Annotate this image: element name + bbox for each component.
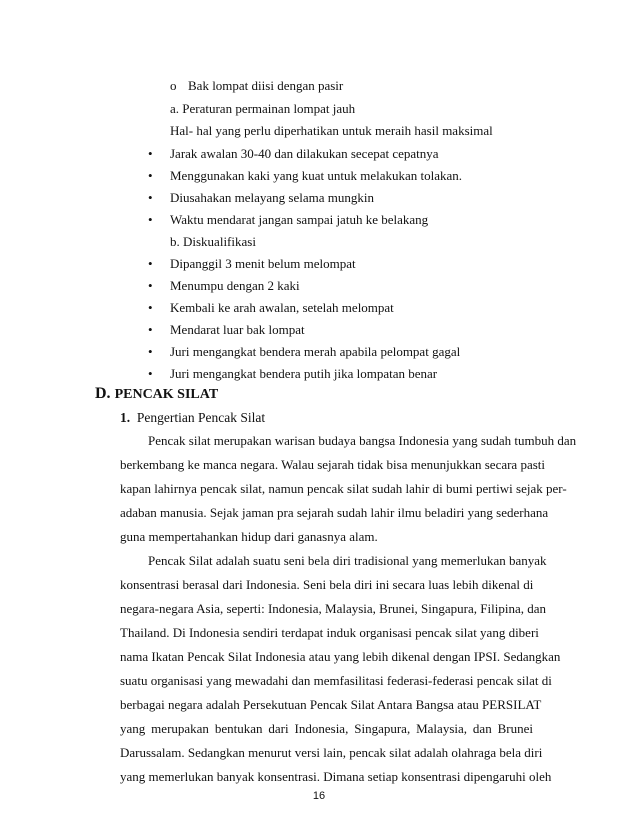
bullet-item: • Jarak awalan 30-40 dan dilakukan secepat cepatnya [170, 146, 439, 162]
sub-heading-b: b. Diskualifikasi [170, 234, 256, 249]
subsection-heading [120, 410, 265, 426]
list-intro: Hal- hal yang perlu diperhatikan untuk meraih hasil maksimal [170, 123, 493, 138]
sub-heading-a: a. Peraturan permainan lompat jauh [170, 101, 356, 116]
bullet-item: • Mendarat luar bak lompat [170, 322, 305, 338]
page-number: 16 [312, 790, 326, 802]
bullet-item: • Menggunakan kaki yang kuat untuk melakukan tolakan. [170, 168, 462, 184]
bullet-item: • Waktu mendarat jangan sampai jatuh ke belakang [170, 212, 428, 228]
bullet-item: • Juri mengangkat bendera merah apabila pelompat gagal [170, 344, 460, 360]
paragraph-line: nama Ikatan Pencak Silat Indonesia atau yang lebih dikenal dengan IPSI. Sedangkan [120, 649, 561, 664]
paragraph-line: Pencak silat merupakan warisan budaya bangsa Indonesia yang sudah tumbuh dan [148, 433, 577, 448]
paragraph-line: guna mempertahankan hidup dari ganasnya alam. [120, 529, 378, 544]
bullet-item: • Menumpu dengan 2 kaki [170, 278, 300, 294]
bullet-item: • Diusahakan melayang selama mungkin [170, 190, 374, 206]
paragraph-line: Pencak Silat adalah suatu seni bela diri tradisional yang memerlukan banyak [148, 553, 547, 568]
subsection-number: 1. [120, 410, 131, 425]
paragraph-line: Thailand. Di Indonesia sendiri terdapat induk organisasi pencak silat yang diberi [120, 625, 539, 640]
paragraph-line: kapan lahirnya pencak silat, namun pencak silat sudah lahir di bumi pertiwi sejak per- [120, 481, 567, 496]
bullet-item: • Juri mengangkat bendera putih jika lompatan benar [170, 366, 437, 382]
section-heading [95, 386, 218, 403]
paragraph-line: berbagai negara adalah Persekutuan Pencak Silat Antara Bangsa atau PERSILAT [120, 697, 542, 712]
paragraph-line: yang memerlukan banyak konsentrasi. Dimana setiap konsentrasi dipengaruhi oleh [120, 769, 552, 784]
paragraph-line: suatu organisasi yang mewadahi dan memfasilitasi federasi-federasi pencak silat di [120, 673, 552, 688]
paragraph-line: konsentrasi berasal dari Indonesia. Seni bela diri ini secara luas lebih dikenal di [120, 577, 534, 592]
list-item-circle: o Bak lompat diisi dengan pasir [188, 78, 343, 94]
bullet-item: • Dipanggil 3 menit belum melompat [170, 256, 356, 272]
subsection-title: Pengertian Pencak Silat [136, 410, 266, 425]
paragraph-line: adaban manusia. Sejak jaman pra sejarah sudah lahir ilmu beladiri yang sederhana [120, 505, 549, 520]
paragraph-line: berkembang ke manca negara. Walau sejarah tidak bisa menunjukkan secara pasti [120, 457, 546, 472]
paragraph-line: yang merupakan bentukan dari Indonesia, Singapura, Malaysia, dan Brunei [120, 721, 533, 736]
section-title: PENCAK SILAT [114, 387, 219, 402]
section-letter: D. [95, 385, 111, 402]
bullet-item: • Kembali ke arah awalan, setelah melompat [170, 300, 394, 316]
paragraph-line: negara-negara Asia, seperti: Indonesia, Malaysia, Brunei, Singapura, Filipina, dan [120, 601, 546, 616]
paragraph-line: Darussalam. Sedangkan menurut versi lain, pencak silat adalah olahraga bela diri [120, 745, 543, 760]
